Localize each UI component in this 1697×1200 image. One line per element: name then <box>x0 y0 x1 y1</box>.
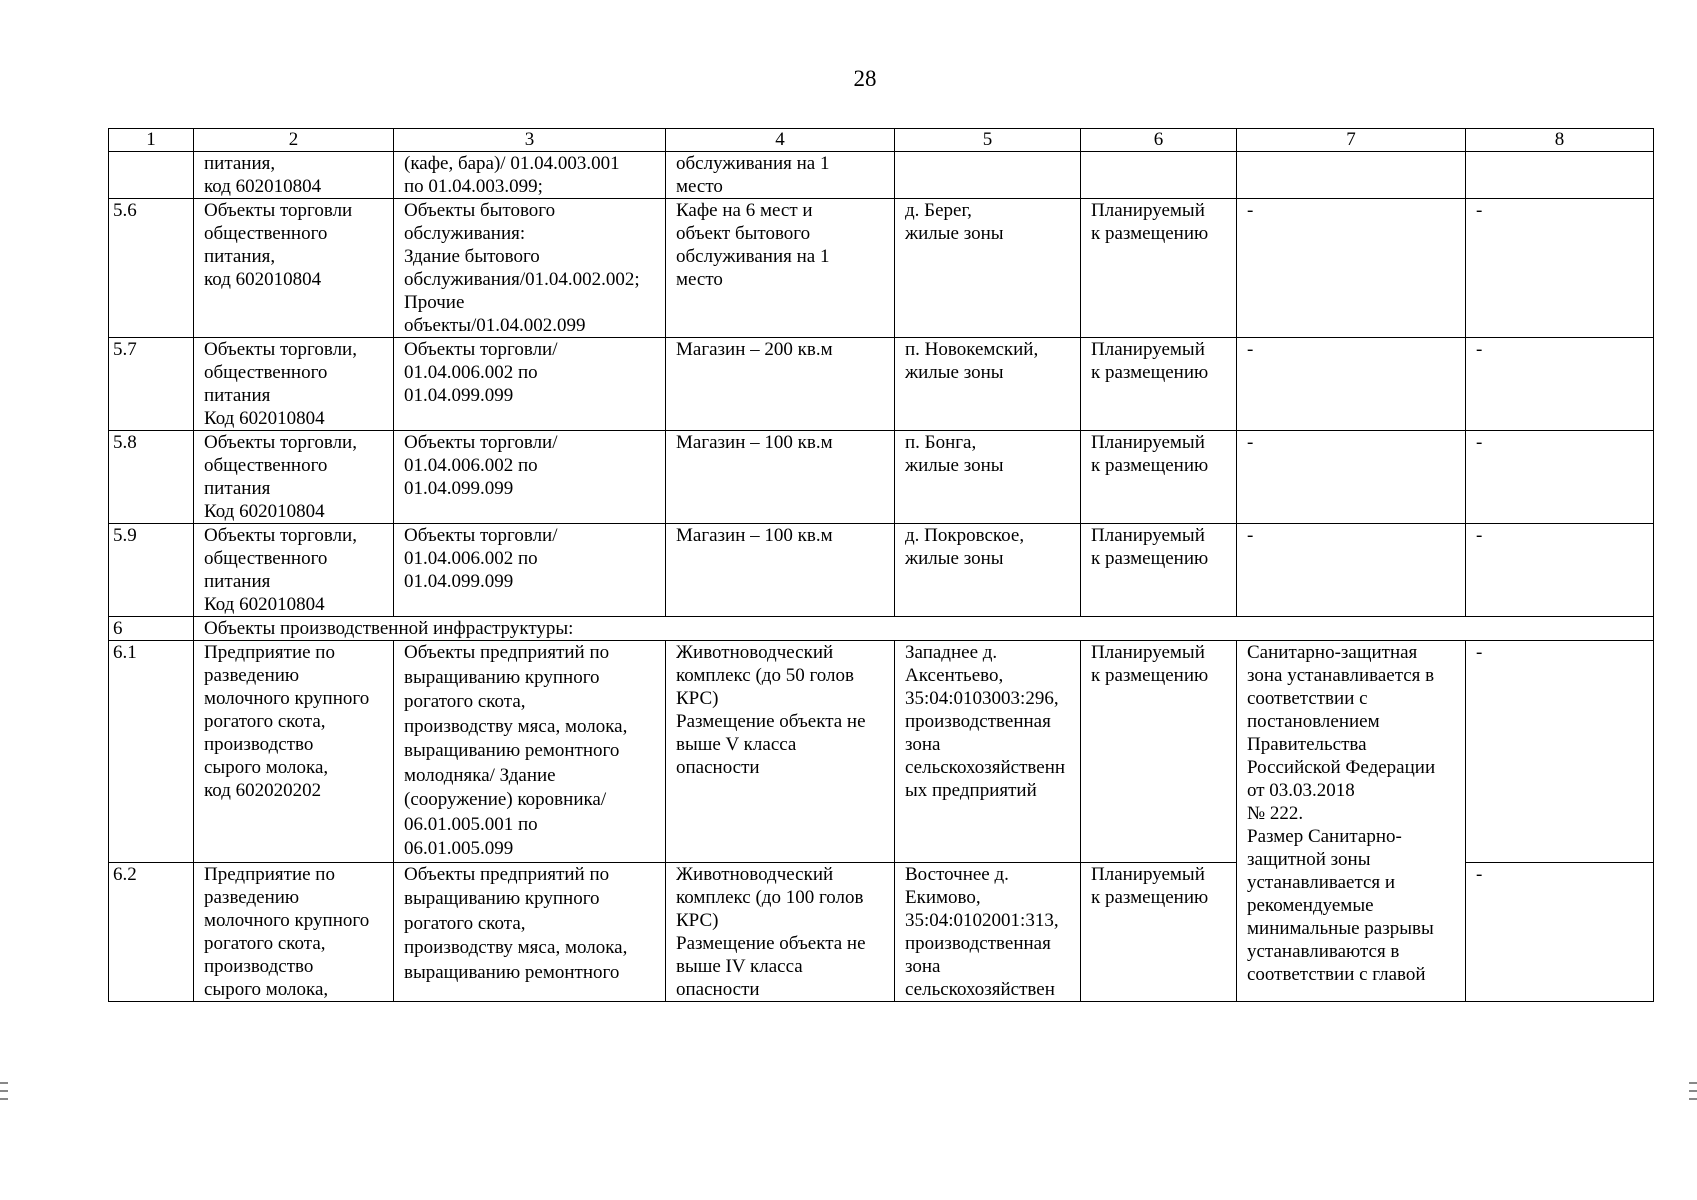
cell-line: Объекты торговли <box>204 200 353 221</box>
cell-line: жилые зоны <box>905 223 1004 244</box>
cell-line: Объекты предприятий по <box>404 863 610 885</box>
cell-line: код 602010804 <box>204 176 322 197</box>
cell-line: выращиванию ремонтного <box>404 961 620 983</box>
cell-line: зона <box>905 734 941 755</box>
cell-line: защитной зоны <box>1247 849 1371 870</box>
cell-line: производству мяса, молока, <box>404 937 628 958</box>
status-cell <box>1081 152 1237 199</box>
cell-line: 01.04.099.099 <box>404 385 514 406</box>
cell-line: жилые зоны <box>905 455 1004 476</box>
row-number-cell: 6 <box>109 617 194 641</box>
cell-line: питания <box>204 571 271 592</box>
object-name-cell <box>194 338 394 431</box>
cell-line: место <box>676 269 723 290</box>
cell-line: Планируемый <box>1091 525 1205 546</box>
cell-line: выращиванию крупного <box>404 888 600 909</box>
cell-line: п. Бонга, <box>905 432 977 453</box>
cell-line: Объекты торговли/ <box>404 525 558 546</box>
cell-line: код 602010804 <box>204 269 322 290</box>
cell-line: к размещению <box>1091 665 1209 686</box>
status-cell <box>1081 862 1237 1001</box>
header-cell: 5 <box>895 129 1081 152</box>
cell-line: производство <box>204 955 314 977</box>
cell-line: сырого молока, <box>204 757 329 778</box>
zone-cell: - <box>1237 431 1466 524</box>
location-cell <box>895 431 1081 524</box>
location-cell <box>895 152 1081 199</box>
cell-line: объекты/01.04.002.099 <box>404 315 586 336</box>
characteristics-cell <box>666 199 895 338</box>
characteristics-cell <box>666 862 895 1001</box>
cell-line: 01.04.006.002 по <box>404 548 538 569</box>
characteristics-cell <box>666 431 895 524</box>
cell-line: сельскохозяйствен <box>905 978 1055 1000</box>
cell-line: общественного <box>204 223 328 244</box>
cell-line: Восточнее д. <box>905 863 1009 885</box>
header-cell: 8 <box>1466 129 1654 152</box>
cell-line: (сооружение) коровника/ <box>404 789 607 810</box>
planning-table <box>108 128 1654 1002</box>
location-cell <box>895 641 1081 863</box>
cell-line: Животноводческий <box>676 863 834 885</box>
zone-cell <box>1237 152 1466 199</box>
cell-line: Магазин – 200 кв.м <box>676 339 833 360</box>
header-cell: 1 <box>109 129 194 152</box>
cell-line: 35:04:0103003:296, <box>905 688 1059 709</box>
object-name-cell <box>194 199 394 338</box>
zone-cell: - <box>1237 199 1466 338</box>
cell-line: ых предприятий <box>905 780 1037 801</box>
cell-line: Объекты предприятий по <box>404 642 610 663</box>
object-name-cell <box>194 524 394 617</box>
cell-line: 06.01.005.099 <box>404 838 514 859</box>
row-number-cell <box>109 152 194 199</box>
cell-line: Прочие <box>404 292 465 313</box>
cell-line: Код 602010804 <box>204 408 325 429</box>
header-cell: 4 <box>666 129 895 152</box>
page-number: 28 <box>853 66 877 91</box>
cell-line: 06.01.005.001 по <box>404 813 538 835</box>
location-cell <box>895 338 1081 431</box>
row-number-cell: 5.9 <box>109 524 194 617</box>
header-cell: 3 <box>394 129 666 152</box>
cell-line: Размер Санитарно- <box>1247 826 1402 847</box>
object-type-cell <box>394 524 666 617</box>
status-cell <box>1081 338 1237 431</box>
characteristics-cell <box>666 152 895 199</box>
note-cell: - <box>1466 199 1654 338</box>
cell-line: № 222. <box>1247 803 1304 824</box>
cell-line: рогатого скота, <box>404 691 526 712</box>
cell-line: место <box>676 176 723 197</box>
cell-line: 01.04.099.099 <box>404 478 514 499</box>
cell-line: Планируемый <box>1091 432 1205 453</box>
note-cell: - <box>1466 862 1654 1001</box>
cell-line: выше V класса <box>676 734 797 755</box>
section-row <box>109 617 1654 641</box>
cell-line: питания, <box>204 153 276 174</box>
cell-line: КРС) <box>676 688 719 709</box>
cell-line: рогатого скота, <box>404 912 526 934</box>
characteristics-cell <box>666 524 895 617</box>
cell-line: производство <box>204 734 314 755</box>
table-row <box>109 199 1654 338</box>
cell-line: Санитарно-защитная <box>1247 642 1418 663</box>
cell-line: питания, <box>204 246 276 267</box>
cell-line: Аксентьево, <box>905 665 1004 686</box>
cell-line: (кафе, бара)/ 01.04.003.001 <box>404 153 620 174</box>
note-cell: - <box>1466 524 1654 617</box>
cell-line: производству мяса, молока, <box>404 715 628 737</box>
cell-line: Планируемый <box>1091 200 1205 221</box>
cell-line: жилые зоны <box>905 548 1004 569</box>
row-number-cell: 5.7 <box>109 338 194 431</box>
cell-line: производственная <box>905 711 1051 732</box>
header-cell: 7 <box>1237 129 1466 152</box>
characteristics-cell <box>666 641 895 863</box>
cell-line: Магазин – 100 кв.м <box>676 525 833 546</box>
cell-line: Размещение объекта не <box>676 711 866 732</box>
status-cell <box>1081 431 1237 524</box>
cell-line: Объекты торговли, <box>204 432 357 453</box>
cell-line: Правительства <box>1247 734 1367 755</box>
cell-line: обслуживания/01.04.002.002; <box>404 269 640 290</box>
cell-line: постановлением <box>1247 711 1380 732</box>
cell-line: Планируемый <box>1091 642 1205 663</box>
cell-line: к размещению <box>1091 886 1209 908</box>
cell-line: Здание бытового <box>404 246 540 267</box>
scan-edge-mark <box>1689 1098 1697 1100</box>
cell-line: устанавливаются в <box>1247 941 1400 962</box>
cell-line: сельскохозяйственн <box>905 757 1066 778</box>
cell-line: код 602020202 <box>204 780 322 801</box>
cell-line: соответствии с <box>1247 688 1368 709</box>
cell-line: опасности <box>676 757 760 778</box>
location-cell <box>895 862 1081 1001</box>
cell-line: Объекты торговли, <box>204 339 357 360</box>
cell-line: 35:04:0102001:313, <box>905 909 1059 931</box>
zone-cell: - <box>1237 524 1466 617</box>
cell-line: по 01.04.003.099; <box>404 176 543 197</box>
cell-line: 01.04.006.002 по <box>404 362 538 383</box>
cell-line: Планируемый <box>1091 339 1205 360</box>
object-type-cell <box>394 641 666 863</box>
table-row <box>109 431 1654 524</box>
cell-line: объект бытового <box>676 223 811 244</box>
cell-line: Код 602010804 <box>204 594 325 615</box>
cell-line: соответствии с главой <box>1247 964 1426 985</box>
object-name-cell <box>194 431 394 524</box>
cell-line: производственная <box>905 932 1051 954</box>
cell-line: к размещению <box>1091 362 1209 383</box>
cell-line: общественного <box>204 548 328 569</box>
zone-cell <box>1237 641 1466 1002</box>
cell-line: Кафе на 6 мест и <box>676 200 813 221</box>
cell-line: Западнее д. <box>905 642 998 663</box>
cell-line: разведению <box>204 665 300 686</box>
cell-line: Предприятие по <box>204 863 335 885</box>
cell-line: молодняка/ Здание <box>404 764 556 786</box>
cell-line: питания <box>204 385 271 406</box>
cell-line: к размещению <box>1091 223 1209 244</box>
cell-line: общественного <box>204 455 328 476</box>
object-name-cell <box>194 862 394 1001</box>
cell-line: Животноводческий <box>676 642 834 663</box>
cell-line: сырого молока, <box>204 978 329 1000</box>
location-cell <box>895 199 1081 338</box>
note-cell: - <box>1466 641 1654 863</box>
cell-line: Екимово, <box>905 886 981 908</box>
cell-line: выращиванию ремонтного <box>404 740 620 761</box>
cell-line: опасности <box>676 978 760 1000</box>
header-cell: 2 <box>194 129 394 152</box>
status-cell <box>1081 199 1237 338</box>
cell-line: к размещению <box>1091 548 1209 569</box>
cell-line: рогатого скота, <box>204 711 326 732</box>
cell-line: молочного крупного <box>204 909 370 931</box>
characteristics-cell <box>666 338 895 431</box>
cell-line: Планируемый <box>1091 863 1205 885</box>
cell-line: обслуживания на 1 <box>676 246 830 267</box>
cell-line: выше IV класса <box>676 955 803 977</box>
cell-line: Размещение объекта не <box>676 932 866 954</box>
table-row <box>109 152 1654 199</box>
cell-line: 01.04.099.099 <box>404 571 514 592</box>
location-cell <box>895 524 1081 617</box>
cell-line: Объекты бытового <box>404 200 556 221</box>
row-number-cell: 5.8 <box>109 431 194 524</box>
scan-edge-mark <box>0 1098 8 1100</box>
cell-line: выращиванию крупного <box>404 666 600 688</box>
cell-line: к размещению <box>1091 455 1209 476</box>
object-type-cell <box>394 431 666 524</box>
cell-line: рогатого скота, <box>204 932 326 954</box>
object-name-cell <box>194 641 394 863</box>
cell-line: 01.04.006.002 по <box>404 455 538 476</box>
header-cell: 6 <box>1081 129 1237 152</box>
object-name-cell <box>194 152 394 199</box>
note-cell: - <box>1466 431 1654 524</box>
cell-line: комплекс (до 50 голов <box>676 665 854 686</box>
object-type-cell <box>394 862 666 1001</box>
header-row <box>109 129 1654 152</box>
cell-line: Магазин – 100 кв.м <box>676 432 833 453</box>
table-row <box>109 524 1654 617</box>
table-row <box>109 641 1654 863</box>
cell-line: минимальные разрывы <box>1247 918 1434 939</box>
cell-line: Код 602010804 <box>204 501 325 522</box>
object-type-cell <box>394 338 666 431</box>
cell-line: КРС) <box>676 909 719 931</box>
cell-line: Объекты торговли/ <box>404 339 558 360</box>
cell-line: п. Новокемский, <box>905 339 1039 360</box>
cell-line: молочного крупного <box>204 688 370 709</box>
scan-edge-mark <box>0 1090 8 1092</box>
zone-cell: - <box>1237 338 1466 431</box>
row-number-cell: 5.6 <box>109 199 194 338</box>
status-cell <box>1081 524 1237 617</box>
cell-line: общественного <box>204 362 328 383</box>
table-row <box>109 338 1654 431</box>
object-type-cell <box>394 199 666 338</box>
note-cell: - <box>1466 338 1654 431</box>
cell-line: жилые зоны <box>905 362 1004 383</box>
cell-line: от 03.03.2018 <box>1247 780 1355 801</box>
scan-edge-mark <box>1689 1082 1697 1084</box>
cell-line: комплекс (до 100 голов <box>676 886 864 908</box>
scan-edge-mark <box>0 1082 8 1084</box>
cell-line: Предприятие по <box>204 642 335 663</box>
cell-line: Объекты торговли, <box>204 525 357 546</box>
cell-line: устанавливается и <box>1247 872 1396 893</box>
cell-line: обслуживания: <box>404 223 526 244</box>
cell-line: обслуживания на 1 <box>676 153 830 174</box>
section-title: Объекты производственной инфраструктуры: <box>194 617 1654 641</box>
cell-line: Российской Федерации <box>1247 757 1436 778</box>
cell-line: д. Берег, <box>905 200 972 221</box>
cell-line: рекомендуемые <box>1247 895 1374 916</box>
note-cell <box>1466 152 1654 199</box>
row-number-cell: 6.1 <box>109 641 194 863</box>
cell-line: питания <box>204 478 271 499</box>
cell-line: д. Покровское, <box>905 525 1025 546</box>
cell-line: Объекты торговли/ <box>404 432 558 453</box>
status-cell <box>1081 641 1237 863</box>
cell-line: зона <box>905 955 941 977</box>
scan-edge-mark <box>1689 1090 1697 1092</box>
cell-line: разведению <box>204 886 300 908</box>
row-number-cell: 6.2 <box>109 862 194 1001</box>
object-type-cell <box>394 152 666 199</box>
cell-line: зона устанавливается в <box>1247 665 1435 686</box>
